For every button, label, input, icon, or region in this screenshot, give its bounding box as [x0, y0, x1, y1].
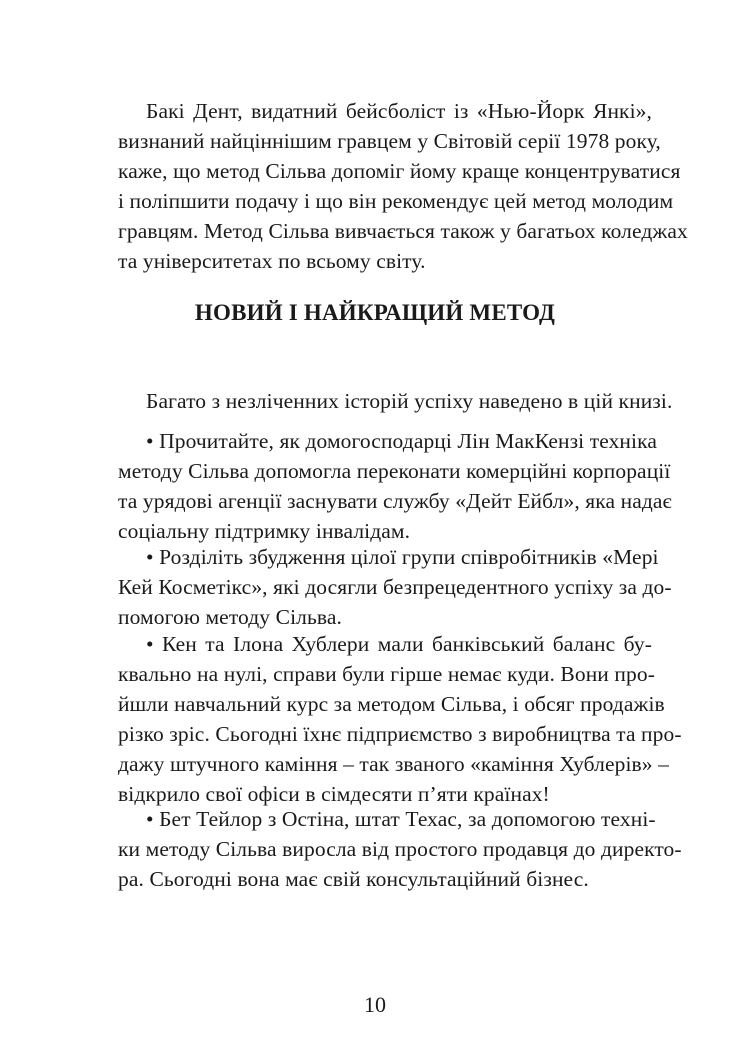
text-line: різко зріс. Сьогодні їхнє підприємство з виробництва та про- — [118, 722, 682, 746]
text-line: • Кен та Ілона Хублери мали банківський баланс бу- — [146, 632, 652, 656]
text-line: соціальну підтримку інвалідам. — [118, 519, 411, 543]
text-line: каже, що метод Сільва допоміг йому краще концентруватися — [118, 159, 681, 183]
text-line: квально на нулі, справи були гірше немає куди. Вони про- — [118, 662, 655, 686]
section-heading: НОВИЙ І НАЙКРАЩИЙ МЕТОД — [194, 300, 556, 325]
text-line: та урядові агенції заснувати службу «Дейт Ейбл», яка надає — [118, 489, 672, 513]
text-line: відкрило свої офіси в сімдесяти п’яти країнах! — [118, 782, 550, 806]
text-line: та університетах по всьому світу. — [118, 249, 426, 273]
text-line: Багато з незліченних історій успіху наведено в цій книзі. — [146, 389, 673, 413]
text-line: • Бет Тейлор з Остіна, штат Техас, за допомогою техні- — [146, 807, 656, 831]
text-line: ра. Сьогодні вона має свій консультаційний бізнес. — [118, 867, 589, 891]
text-line: Бакі Дент, видатний бейсболіст із «Нью-Йорк Янкі», — [146, 99, 652, 123]
page-number: 10 — [364, 992, 386, 1017]
text-line: методу Сільва допомогла переконати комерційні корпорації — [118, 459, 671, 483]
text-line: і поліпшити подачу і що він рекомендує цей метод молодим — [118, 189, 674, 213]
text-line: визнаний найціннішим гравцем у Світовій серії 1978 року, — [118, 129, 661, 153]
text-line: гравцям. Метод Сільва вивчається також у багатьох коледжах — [118, 219, 688, 243]
text-line: йшли навчальний курс за методом Сільва, і обсяг продажів — [118, 692, 665, 716]
text-line: Кей Косметікс», які досягли безпрецедентного успіху за до- — [118, 575, 672, 599]
text-line: • Розділіть збудження цілої групи співробітників «Мері — [146, 545, 659, 569]
text-line: ки методу Сільва виросла від простого продавця до директо- — [118, 837, 682, 861]
text-line: дажу штучного каміння – так званого «каміння Хублерів» – — [118, 752, 669, 776]
text-line: • Прочитайте, як домогосподарці Лін МакКензі техніка — [146, 429, 657, 453]
text-line: помогою методу Сільва. — [118, 605, 342, 629]
